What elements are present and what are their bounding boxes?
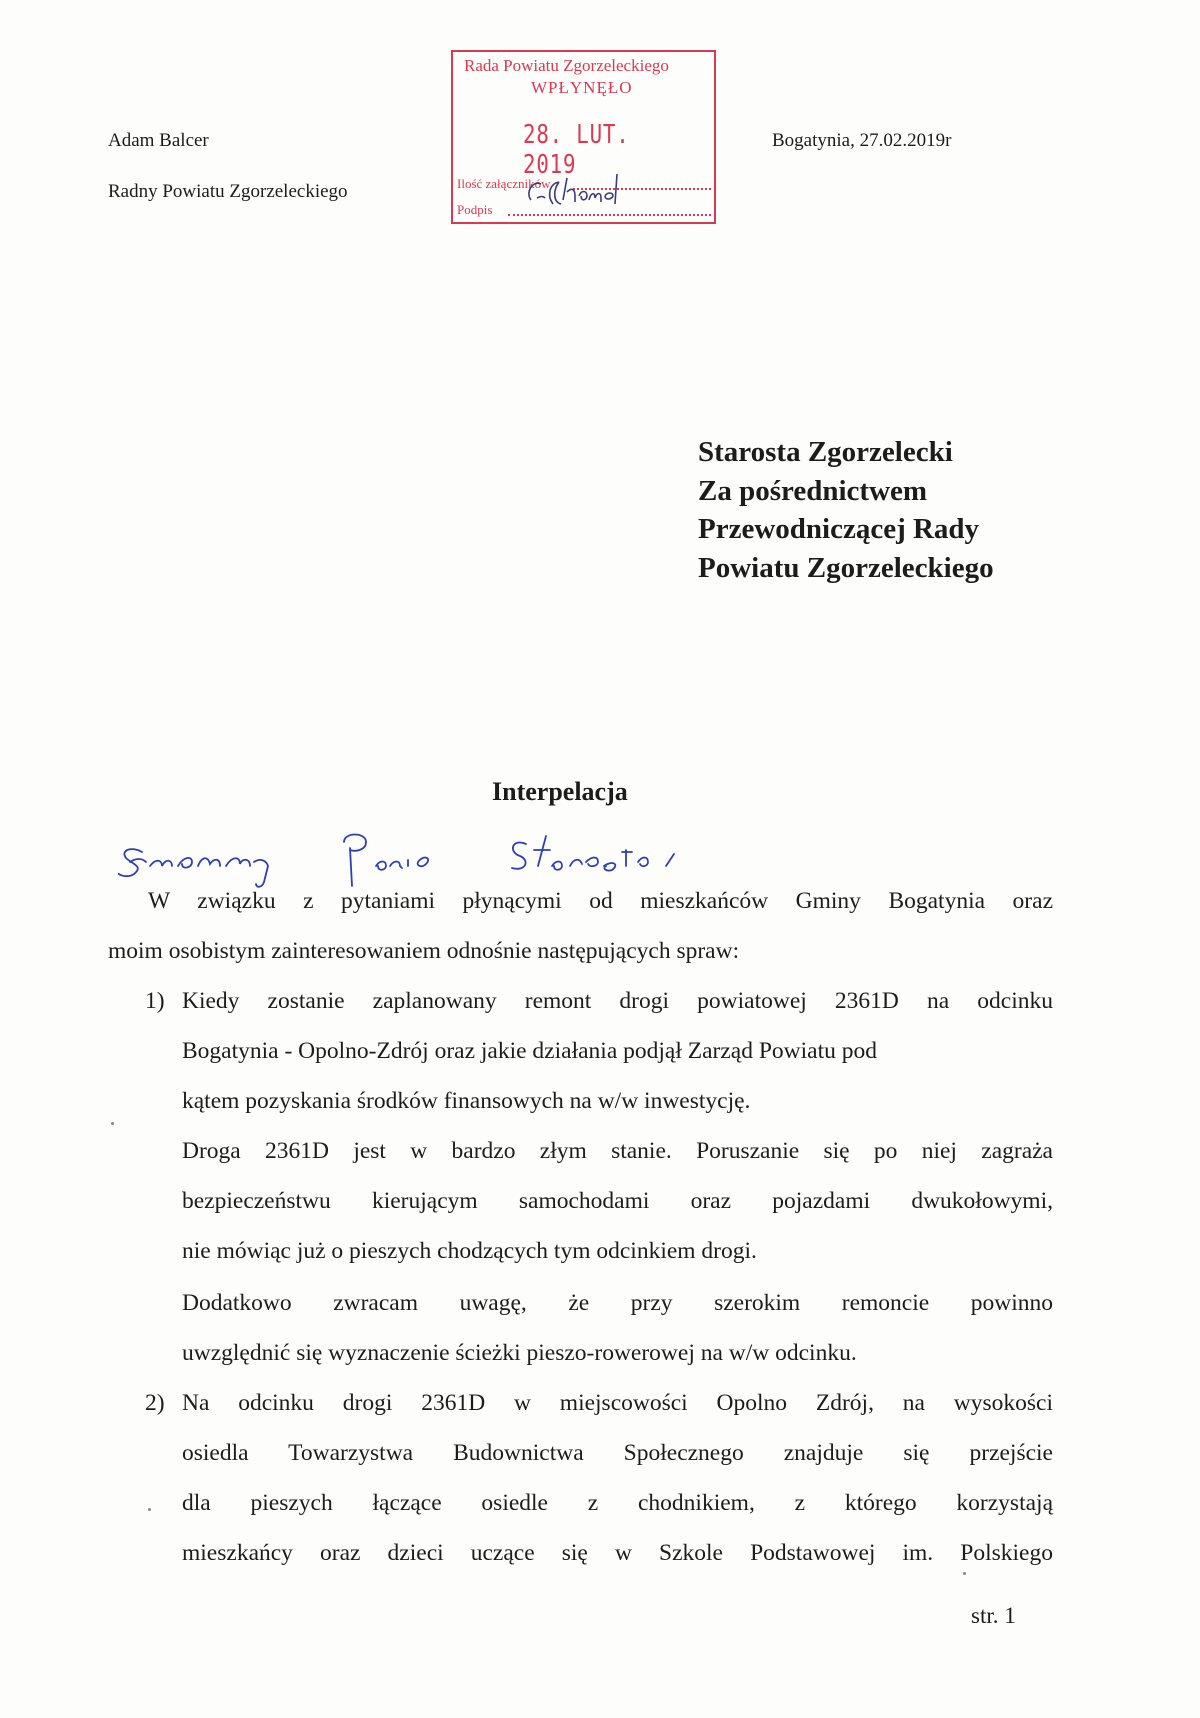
item-line: nie mówiąc już o pieszych chodzących tym odcinkiem drogi.	[182, 1238, 757, 1264]
stamp-signature-scribble	[523, 170, 653, 216]
item-line: Dodatkowo zwracam uwagę, że przy szerokim remoncie powinno	[182, 1290, 1053, 1316]
stamp-council-name: Rada Powiatu Zgorzeleckiego	[464, 56, 669, 75]
scan-speck	[111, 1122, 114, 1125]
item-line: Na odcinku drogi 2361D w miejscowości Opolno Zdrój, na wysokości	[182, 1390, 1053, 1416]
recipient-line: Za pośrednictwem	[698, 474, 928, 507]
item-line: mieszkańcy oraz dzieci uczące się w Szkole Podstawowej im. Polskiego	[182, 1540, 1053, 1566]
recipient-line: Powiatu Zgorzeleckiego	[698, 551, 994, 584]
stamp-attachments-label: Ilość załączników	[457, 176, 551, 191]
stamp-received-label: WPŁYNĘŁO	[531, 78, 633, 97]
scan-speck	[148, 1508, 151, 1511]
recipient-line: Przewodniczącej Rady	[698, 513, 980, 545]
letter-date: Bogatynia, 27.02.2019r	[772, 130, 952, 151]
item-line: uwzględnić się wyznaczenie ścieżki pieszo-rowerowej na w/w odcinku.	[182, 1340, 857, 1366]
item-line: kątem pozyskania środków finansowych na w/w inwestycję.	[182, 1088, 751, 1114]
sender-role: Radny Powiatu Zgorzeleckiego	[108, 181, 348, 202]
page-number: str. 1	[971, 1603, 1016, 1628]
item-line: dla pieszych łączące osiedle z chodnikiem, z którego korzystają	[182, 1490, 1053, 1516]
stamp-signature-label: Podpis	[457, 202, 493, 217]
received-stamp	[451, 50, 716, 224]
sender-name: Adam Balcer	[108, 130, 209, 151]
document-title: Interpelacja	[492, 777, 628, 806]
item-line: Droga 2361D jest w bardzo złym stanie. Poruszanie się po niej zagraża	[182, 1138, 1053, 1164]
item-line: Kiedy zostanie zaplanowany remont drogi powiatowej 2361D na odcinku	[182, 988, 1053, 1014]
scan-speck	[963, 1572, 966, 1575]
handwritten-greeting	[118, 822, 758, 894]
item-number: 1)	[145, 988, 165, 1014]
recipient-line: Starosta Zgorzelecki	[698, 436, 953, 468]
recipient-block	[698, 433, 1168, 587]
intro-line: W związku z pytaniami płynącymi od mieszkańców Gminy Bogatynia oraz	[148, 888, 1053, 914]
item-line: Bogatynia - Opolno-Zdrój oraz jakie działania podjął Zarząd Powiatu pod	[182, 1038, 877, 1064]
item-line: bezpieczeństwu kierującym samochodami oraz pojazdami dwukołowymi,	[182, 1188, 1053, 1214]
item-number: 2)	[145, 1390, 165, 1416]
item-line: osiedla Towarzystwa Budownictwa Społecznego znajduje się przejście	[182, 1440, 1053, 1466]
stamp-date: 28. LUT. 2019	[523, 120, 630, 180]
intro-line: moim osobistym zainteresowaniem odnośnie następujących spraw:	[108, 938, 740, 964]
